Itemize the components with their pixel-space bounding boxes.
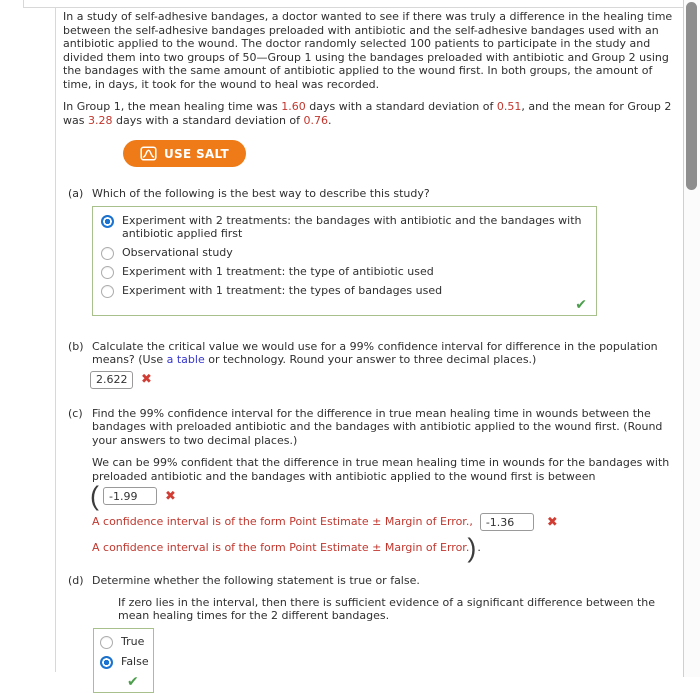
group2-mean-value: 3.28 <box>87 113 113 127</box>
incorrect-x-icon: ✖ <box>141 372 152 387</box>
divider <box>23 0 24 7</box>
radio-option-a2[interactable] <box>101 247 114 260</box>
part-d-label: (d) <box>68 574 84 587</box>
part-d-statement: If zero lies in the interval, then there is sufficient evidence of a significant difference between the mean healing times for the 2 different bandages. <box>118 595 655 622</box>
distribution-chart-icon <box>140 146 157 161</box>
part-d-question: Determine whether the following statement is true or false. <box>92 574 420 587</box>
option-a4-label: Experiment with 1 treatment: the types of bandages used <box>122 283 443 297</box>
sentence-period: . <box>477 541 481 555</box>
correct-checkmark-icon: ✔ <box>127 673 139 690</box>
interval-lower-input[interactable] <box>103 487 157 505</box>
option-row <box>100 635 148 649</box>
part-c-label: (c) <box>68 406 83 420</box>
option-row <box>101 265 588 279</box>
incorrect-x-icon: ✖ <box>546 514 558 530</box>
critical-value-input[interactable] <box>90 371 133 389</box>
question-left-border <box>55 7 56 672</box>
scrollbar-thumb[interactable] <box>686 2 697 190</box>
radio-true[interactable] <box>100 636 113 649</box>
close-paren: ) <box>467 533 477 563</box>
stat-text: days with a standard deviation of <box>112 113 304 127</box>
part-c <box>63 407 680 448</box>
problem-statement: In a study of self-adhesive bandages, a doctor wanted to see if there was truly a difference in the healing time between the self-adhesive bandages preloaded with antibiotic and the self-adhesive bandages used with an antibiotic applied to the wound. The doctor randomly selected 100 patients to participate in the study and divided them into two groups of 50—Group 1 using the bandages preloaded with antibiotic and Group 2 using the bandages with the same amount of antibiotic applied to the wound first. In both groups, the amount of time, in days, it took for the wound to heal was recorded. <box>63 10 673 91</box>
divider <box>23 7 683 8</box>
option-a1-label: Experiment with 2 treatments: the bandages with antibiotic and the bandages with antibiotic applied first <box>122 213 582 240</box>
interval-upper-input[interactable] <box>480 513 534 531</box>
feedback-text-2: A confidence interval is of the form Point Estimate ± Margin of Error. <box>92 541 470 555</box>
true-false-answer-box <box>93 628 154 693</box>
radio-option-a3[interactable] <box>101 266 114 279</box>
question-content <box>63 10 680 693</box>
radio-option-a4[interactable] <box>101 285 114 298</box>
false-label: False <box>121 654 149 668</box>
part-c-statement: We can be 99% confident that the difference in true mean healing time in wounds for the bandages with preloaded antibiotic and the bandages with antibiotic applied to the wound first is between <box>92 456 670 483</box>
group1-sd-value: 0.51 <box>496 100 522 113</box>
scrollbar-track[interactable] <box>683 0 700 677</box>
incorrect-x-icon: ✖ <box>165 488 176 504</box>
question-text: or technology. Round your answer to three decimal places.) <box>204 353 537 366</box>
problem-statistics <box>63 100 679 127</box>
table-link[interactable]: a table <box>166 353 205 366</box>
interval-upper-row <box>92 513 680 531</box>
correct-checkmark-icon: ✔ <box>575 296 587 313</box>
stat-text: days with a standard deviation of <box>305 100 497 113</box>
part-c-question: Find the 99% confidence interval for the difference in true mean healing time in wounds between the bandages with preloaded antibiotic and the bandages with antibiotic applied to the wound first. (Round your answers to two decimal places.) <box>92 406 663 447</box>
option-row <box>101 246 588 260</box>
stat-text: . <box>328 113 332 127</box>
feedback-row-2 <box>92 533 680 563</box>
part-a-label: (a) <box>68 187 84 200</box>
option-a3-label: Experiment with 1 treatment: the type of antibiotic used <box>122 264 434 278</box>
radio-option-a1-selected[interactable] <box>101 215 114 228</box>
true-label: True <box>121 634 145 648</box>
radio-false-selected[interactable] <box>100 656 113 669</box>
group2-sd-value: 0.76 <box>303 113 329 127</box>
use-salt-label: USE SALT <box>164 146 229 161</box>
part-b <box>63 340 680 367</box>
part-a-answer-box <box>92 206 597 316</box>
use-salt-button[interactable] <box>123 140 246 167</box>
group1-mean-value: 1.60 <box>281 100 306 113</box>
question-text: Calculate the critical value we would use for a 99% confidence interval for difference in the population means? (Use <box>92 339 658 366</box>
part-a-question: Which of the following is the best way to describe this study? <box>92 187 430 200</box>
part-a <box>63 187 680 201</box>
part-b-question <box>92 340 680 367</box>
feedback-text-1: A confidence interval is of the form Point Estimate ± Margin of Error., <box>92 515 473 529</box>
part-d <box>63 574 680 588</box>
stat-text: , and the mean for Group 2 was <box>63 100 672 127</box>
option-a2-label: Observational study <box>122 245 233 259</box>
interval-lower-row <box>90 481 680 511</box>
part-b-label: (b) <box>68 339 84 353</box>
stat-text: In Group 1, the mean healing time was <box>63 100 282 113</box>
option-row <box>101 214 588 241</box>
open-paren: ( <box>90 481 99 511</box>
part-b-answer-row <box>90 371 680 389</box>
option-row <box>101 284 588 298</box>
option-row <box>100 655 148 669</box>
